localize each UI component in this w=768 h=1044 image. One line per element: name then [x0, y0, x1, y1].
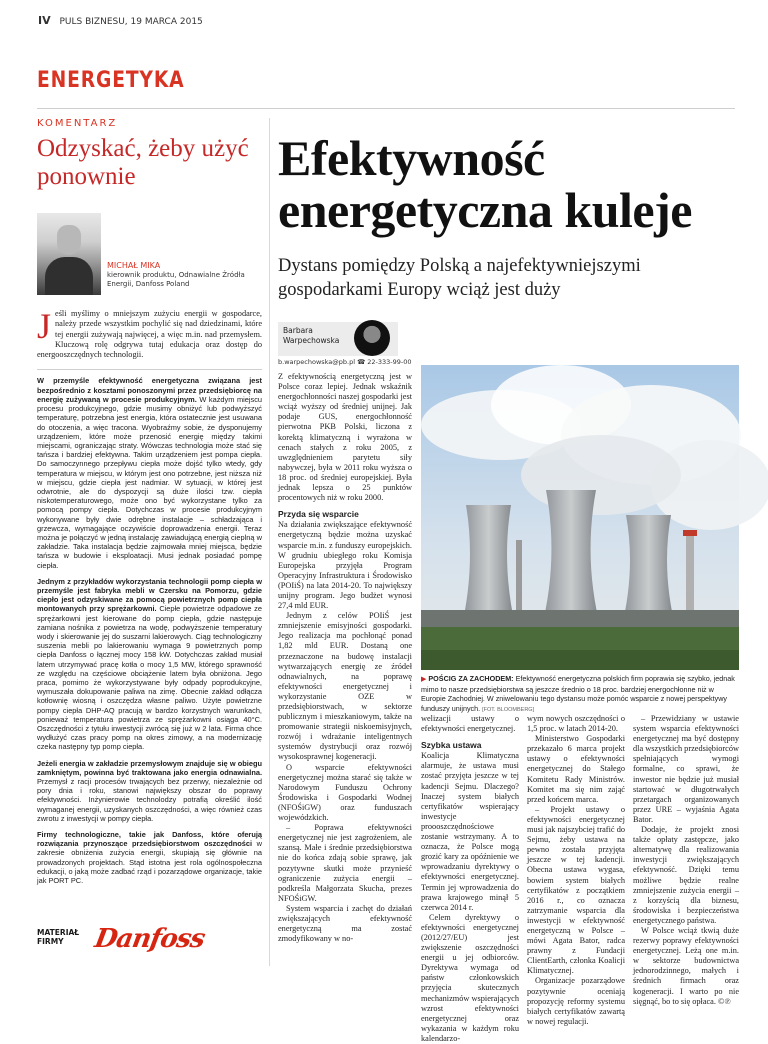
sponsor-label: MATERIAŁ FIRMY	[37, 928, 80, 946]
commentary-column	[37, 118, 262, 892]
folio	[38, 14, 203, 27]
article-column-3: wym nowych oszczędności o 1,5 proc. w latach 2014-20. Ministerstwo Gospodarki przekazało 6 marca projekt ustawy o efektywności energetycznej do Stałego Komitetu Rady Ministrów. Komitet ma się nim zająć przed końcem marca. – Projekt ustawy o efektywności energetycznej musi jak najszybciej trafić do Sejmu, żeby ustawa na pewno została przyjęta jeszcze w tej kadencji. Obecna ustawa wygasa, bowiem system białych certyfikatów z początkiem 2016 r., co oznacza zatrzymanie wsparcia dla inwestycji w efektywność energetyczną w Polsce – mówi Agata Bator, radca prawny z Fundacji ClientEarth, członka Koalicji Klimatycznej. Organizacje pozarządowe pozytywnie oceniają propozycję reformy systemu białych certyfikatów zawartą w nowej regulacji.	[527, 714, 625, 1026]
photo-caption	[421, 674, 739, 715]
lead-text: eśli myślimy o mniejszym zużyciu energii w gospodarce, należy przede wszystkim pochylić się nad dziedzinami, które tej energii zużywają najwięcej, a więc m.in. nad przemysłem. Kluczową rolę odgrywa tutaj edukacja oraz dostęp do energooszczędnych technologii.	[37, 309, 262, 360]
byline-contact: b.warpechowska@pb.pl ☎ 22-333-99-00	[278, 358, 412, 366]
article-column-1: Z efektywnością energetyczną jest w Polsce coraz lepiej. Jednak wskaźnik energochłonności naszej gospodarki jest wciąż wyższy od średniej unijnej. Jak podaje GUS, energochłonność pierwotna PKB Polski, liczona z korektą klimatyczną i wyrażona w cenach stałych z roku 2005, z uwzględnieniem parytetu siły nabywczej, była w 2011 roku wyższa o 18 proc. od średniej europejskiej. Była jednak lepsza o 25 punktów procentowych niż w roku 2000. Przyda się wsparcie Na działania zwiększające efektywność energetyczną będzie można uzyskać wsparcie m.in. z funduszy europejskich. W grudniu ubiegłego roku Komisja Europejska przyjęła Program Operacyjny Infrastruktura i Środowisko (POIiŚ) na lata 2014-20. To największy unijny program. Jego budżet wynosi 27,4 mld EUR. Jednym z celów POIiŚ jest zmniejszenie emisyjności gospodarki. Jego realizacja ma pochłonąć ponad 1,82 mld EUR. Dostaną one przeznaczone na budowę instalacji wytwarzających energię ze źródeł odnawialnych, na poprawę efektywności energetycznej i wykorzystanie OZE w przedsiębiorstwach, w sektorze publicznym i mieszkaniowym, także na promowanie strategii niskoemisyjnych, rozwój i wdrażanie inteligentnych systemów dystrybucji oraz rozwój wysokosprawnej kogeneracji. O wsparcie efektywności energetycznej można starać się także w Narodowym Funduszu Ochrony Środowiska i Gospodarki Wodnej (NFOŚiGW) oraz funduszach wojewódzkich. – Poprawa efektywności energetycznej nie jest zagrożeniem, ale szansą. Małe i średnie przedsiębiorstwa nie do końca zdają sobie sprawę, jak pozytywne skutki może przynieść ograniczenie zużycia energii – podkreśla Małgorzata Skucha, prezes NFOŚiGW. System wsparcia i zachęt do działań zwiększających efektywność energetyczną ma zostać zmodyfikowany w no-	[278, 372, 412, 944]
byline-name: Barbara Warpechowska	[283, 326, 340, 345]
section-title: ENERGETYKA	[37, 68, 185, 93]
drop-cap: J	[37, 306, 52, 346]
author-role: kierownik produktu, Odnawialne Źródła Energii, Danfoss Poland	[107, 271, 245, 288]
cooling-towers-illustration	[421, 365, 739, 670]
page-number: IV	[38, 14, 51, 27]
photo-credit: [FOT. BLOOMBERG]	[482, 706, 535, 713]
article-column-4: – Przewidziany w ustawie system wsparcia efektywności energetycznej ma być dostępny dla wszystkich przedsiębiorców spełniających wymogi formalne, co sprawi, że inwestor nie będzie już musiał startować w długotrwałych przetargach organizowanych przez URE – wyjaśnia Agata Bator. Dodaje, że projekt znosi także opłaty zastępcze, jako alternatywę dla realizowania inwestycji zwiększających efektywność. Dzięki temu możliwe będzie realne zmniejszenie zużycia energii – z korzyścią dla biznesu, środowiska i bezpieczeństwa energetycznego państwa. W Polsce wciąż tkwią duże rezerwy poprawy efektywności energetycznej. Leżą one m.in. w sektorze budownictwa jednorodzinnego, małych i średnich firmach oraz kogeneracji. I warto po nie sięgnąć, bo to się opłaca. ©℗	[633, 714, 739, 1006]
commentary-lead	[37, 306, 262, 360]
sponsor-block	[37, 924, 262, 964]
caption-marker-icon: ▶	[421, 676, 427, 683]
article-column-2: welizacji ustawy o efektywności energetycznej. Szybka ustawa Koalicja Klimatyczna alarmuje, że ustawa musi zostać przyjęta jeszcze w tej kadencji Sejmu. Dlaczego? Inaczej system białych certyfikatów wspierający inwestycje proooszczędnościowe zostanie wstrzymany. A to oznacza, że Polsce mogą grozić kary za opóźnienie we wprowadzaniu dyrektywy o efektywności energetycznej. Termin jej wprowadzenia do prawa krajowego minął 5 czerwca 2014 r. Celem dyrektywy o efektywności energetycznej (2012/27/EU) jest zwiększenie oszczędności energii u jej odbiorców. Dyrektywa wymaga od państw członkowskich przyjęcia skutecznych mechanizmów wspierających wzrost efektywności energetycznej oraz wykazania w każdym roku kalendarzo-	[421, 714, 519, 1043]
subheading-support: Przyda się wsparcie	[278, 509, 359, 520]
byline	[278, 322, 412, 366]
commentary-kicker: KOMENTARZ	[37, 118, 118, 129]
commentary-author	[37, 203, 262, 303]
danfoss-logo: Danfoss	[92, 924, 207, 954]
author-name: MICHAŁ MIKA	[107, 261, 161, 270]
top-divider	[37, 108, 735, 109]
commentary-paragraph: Jeżeli energia w zakładzie przemysłowym znajduje się w obiegu zamkniętym, powinna być traktowana jako energia odnawialna. Przemysł z racji procesów trwających bez przerwy, niezależnie od pory dnia i roku, stanowi największy obszar do poprawy efektywności. Inżynierowie technolodzy potrafią określić ilość wymaganej energii, uzyskanych oszczędności, a więc również czas zwrotu z inwestycji w pompy ciepła.	[37, 758, 262, 823]
commentary-paragraph: Jednym z przykładów wykorzystania technologii pomp ciepła w przemyśle jest fabryka mebli w Czersku na Pomorzu, gdzie ciepło jest odzyskiwane za pomocą powietrznych pomp ciepła montowanych przy sprężarkowni. Ciepłe powietrze odpadowe ze sprężarkowni jest kierowane do pomp ciepła, gdzie następuje zamiana nośnika z powietrza na wodę, podwyższenie temperatury wody i skierowanie jej do suszarni lakierowych. Ciąg technologiczny suszenia mebli po lakierowaniu wymaga 9 powietrznych pomp ciepła Danfoss o łącznej mocy 158 kW. Dotychczas zakład musiał latem utrzymywać pracę kotła o mocy 1,5 MW, którego sprawność ze względu na częściowe obciążenie latem była obniżona. Jego praca, pomimo że wykorzystywane były odpady poprodukcyjne, wymuszała dokupowanie paliwa na zimę. Obecnie zakład odłącza kotłownię wiosną i oszczędza własne paliwo. Użyte powietrzne pompy ciepła DHP-AQ pracują w bardzo korzystnych warunkach, ponieważ temperatura powietrza ze sprężarkowni osiąga 40°C. Oszczędności z tytułu inwestycji zwrócą się już w 2 lata. Firma chce wydłużyć czas pracy pomp na okres zimowy, a na modernizację czeka następny typ pomp ciepła.	[37, 576, 262, 752]
caption-text: Efektywność energetyczna polskich firm poprawia się szybko, jednak mimo to nasze przedsiębiorstwa są jeszcze średnio o 18 proc. bardziej energochłonne niż w Europie Zachodniej. W zniwelowaniu tego dystansu może pomóc wsparcie z nowej perspektywy funduszy unijnych.	[421, 674, 735, 713]
commentary-title: Odzyskać, żeby użyć ponownie	[37, 135, 249, 190]
article-subhead: Dystans pomiędzy Polską a najefektywniejszymi gospodarkami Europy wciąż jest duży	[278, 256, 641, 300]
commentary-paragraph: Firmy technologiczne, takie jak Danfoss, które oferują rozwiązania przynoszące przedsiębiorstwom oszczędności w zakresie obniżenia zużycia energii, skupiają się głównie na prowadzonych projektach. Stąd istotna jest rola ogólnospołeczna edukacji, o jaką może zadbać rząd i pozarządowe organizacje, takie jak PORT PC.	[37, 830, 262, 886]
lead-divider	[37, 369, 262, 370]
caption-lead: POŚCIG ZA ZACHODEM:	[428, 674, 514, 683]
article-headline: Efektywność energetyczna kuleje	[278, 130, 692, 238]
column-divider	[269, 118, 270, 966]
author-portrait	[37, 213, 101, 295]
byline-photo	[354, 320, 390, 356]
folio-info: PULS BIZNESU, 19 MARCA 2015	[59, 17, 203, 27]
commentary-paragraph: W przemyśle efektywność energetyczna związana jest bezpośrednio z kosztami ponoszonymi przez przedsiębiorcę na energię zużywaną w procesie produkcyjnym. W każdym miejscu procesu produkcyjnego, gdzie musimy obniżyć lub podwyższyć temperaturę, potrzebna jest energia, która ostatecznie jest usuwana do otoczenia, a więc tracona. Wyobraźmy sobie, że dysponujemy urządzeniem, które może przenosić energię między takimi miejscami, ograniczając straty. Wówczas technologia może stać się tańsza i bardziej efektywna. Takim urządzeniem jest pompa ciepła. Do samoczynnego przepływu ciepła może dojść tylko wtedy, gdy temperatura w miejscu, w którym jest ono potrzebne, jest niższa niż w miejscu, gdzie ciepła jest nadmiar. W sytuacji, w której jest odwrotnie, ale do dyspozycji są duże ilości tzw. ciepła niskotemperaturowego, może ono być wykorzystane tylko za pomocą pompy ciepła. Dotychczas w procesie produkcyjnym wykonywane były dwie odrębne instalacje – schładzająca i grzewcza, wymagające oczywiście doprowadzenia energii. Teraz można je połączyć w jedną instalację zawiadującą energią cieplną w zakładzie. Taka instalacja będzie zajmowała mniej miejsca, będzie tańsza w budowie i eksploatacji. Musi jednak posiadać pompę ciepła.	[37, 376, 263, 570]
subheading-law: Szybka ustawa	[421, 740, 482, 751]
power-plant-photo	[421, 365, 739, 670]
